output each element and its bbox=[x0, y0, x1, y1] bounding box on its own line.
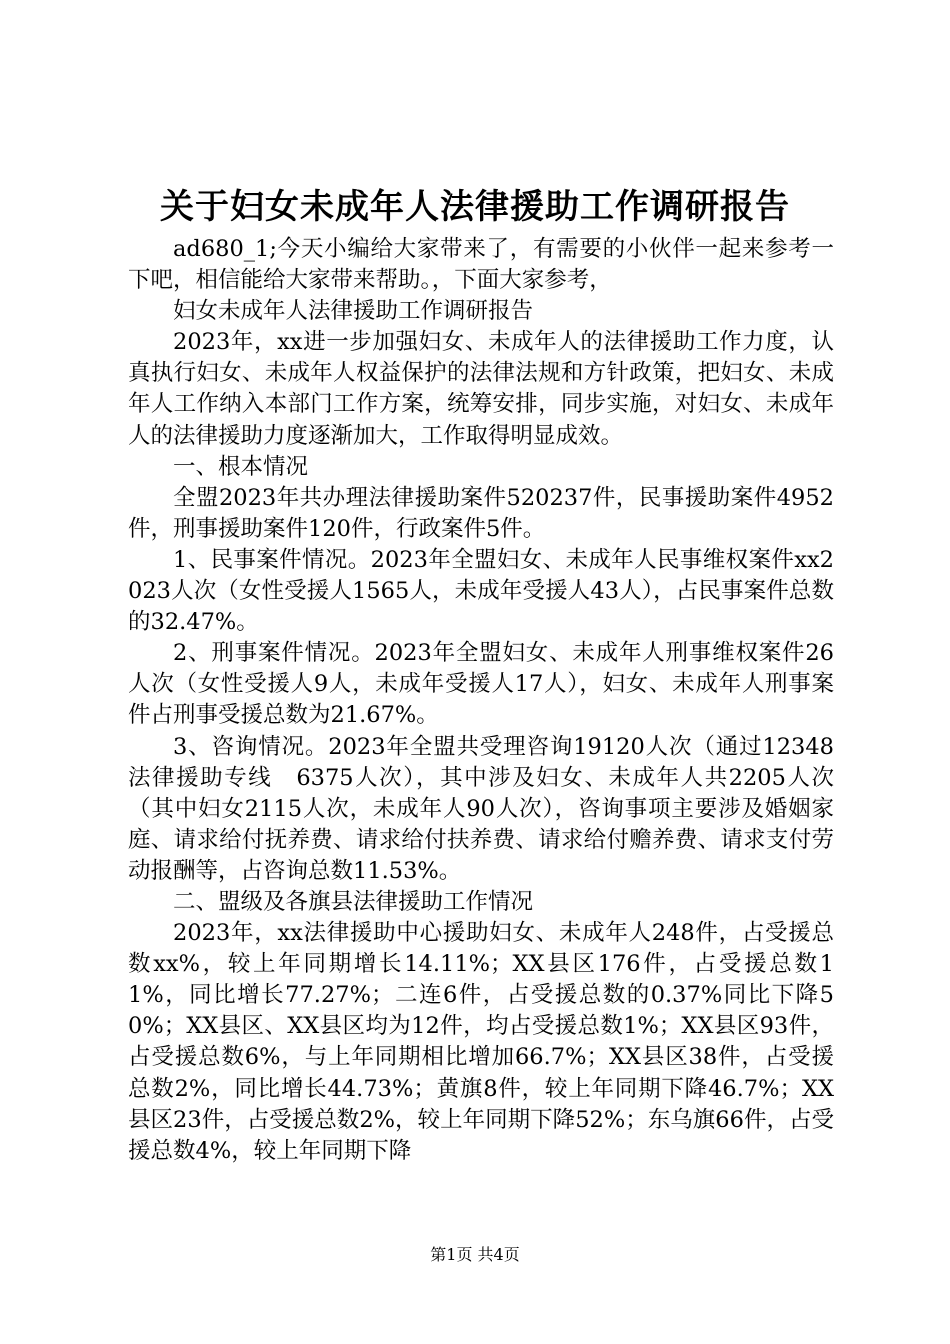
section-heading-county: 二、盟级及各旗县法律援助工作情况 bbox=[173, 888, 534, 915]
paragraph-criminal-cases: 2、刑事案件情况。2023年全盟妇女、未成年人刑事维权案件26人次（女性受援人9人，未成年受援人17人），妇女、未成年人刑事案件占刑事受援总数为21.67%。 bbox=[128, 640, 834, 729]
document-title: 关于妇女未成年人法律援助工作调研报告 bbox=[160, 187, 790, 227]
document-body bbox=[128, 234, 834, 1167]
paragraph-totals: 全盟2023年共办理法律援助案件520237件，民事援助案件4952件，刑事援助案件120件，行政案件5件。 bbox=[128, 484, 834, 542]
section-heading-basic: 一、根本情况 bbox=[173, 453, 309, 480]
paragraph-civil-cases: 1、民事案件情况。2023年全盟妇女、未成年人民事维权案件xx2023人次（女性受援人1565人，未成年受援人43人），占民事案件总数的32.47%。 bbox=[128, 546, 834, 636]
paragraph-county-stats: 2023年，xx法律援助中心援助妇女、未成年人248件，占受援总数xx%，较上年同期增长14.11%；XX县区176件，占受援总数11%，同比增长77.27%；二连6件，占受援总数的0.37%同比下降50%；XX县区、XX县区均为12件，均占受援总数1%；XX县区93件，占受援总数6%，与上年同期相比增加66.7%；XX县区38件，占受援总数2%，同比增长44.73%；黄旗8件，较上年同期下降46.7%；XX县区23件，占受援总数2%，较上年同期下降52%；东乌旗66件，占受援总数4%，较上年同期下降 bbox=[128, 920, 834, 1164]
paragraph-subtitle: 妇女未成年人法律援助工作调研报告 bbox=[173, 298, 534, 325]
paragraph-overview: 2023年，xx进一步加强妇女、未成年人的法律援助工作力度，认真执行妇女、未成年人权益保护的法律法规和方针政策，把妇女、未成年人工作纳入本部门工作方案，统筹安排，同步实施，对妇女、未成年人的法律援助力度逐渐加大，工作取得明显成效。 bbox=[128, 329, 834, 449]
paragraph-consultation: 3、咨询情况。2023年全盟共受理咨询19120人次（通过12348法律援助专线 6375人次），其中涉及妇女、未成年人共2205人次（其中妇女2115人次，未成年人90人次），咨询事项主要涉及婚姻家庭、请求给付抚养费、请求给付扶养费、请求给付赡养费、请求支付劳动报酬等，占咨询总数11.53%。 bbox=[128, 733, 834, 884]
page-number-footer: 第1页 共4页 bbox=[430, 1245, 520, 1264]
paragraph-intro: ad680_1;今天小编给大家带来了，有需要的小伙伴一起来参考一下吧，相信能给大家带来帮助。，下面大家参考， bbox=[128, 236, 834, 294]
